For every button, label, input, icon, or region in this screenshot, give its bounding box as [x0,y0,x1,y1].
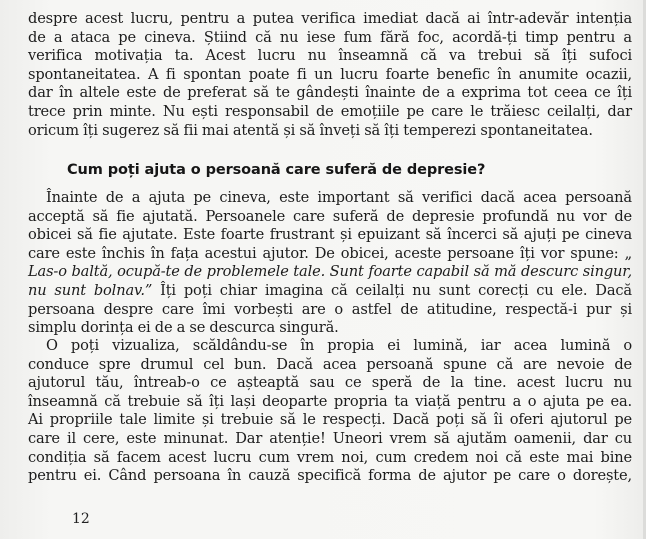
text-line: trece prin minte. Nu ești responsabil de emoțiile pe care le trăiesc ceilalți, dar [28,102,632,120]
text-line: despre acest lucru, pentru a putea verifica imediat dacă ai într-adevăr intenția [28,10,632,27]
text-line-rest: Îți poți chiar imagina că ceilalți nu sunt corecți cu ele. Dacă [152,281,632,299]
text-line: care il cere, este minunat. Dar atenție! Uneori vrem să ajutăm oamenii, dar cu [28,429,632,447]
text-line-italic [28,263,632,282]
section-heading: Cum poți ajuta o persoană care suferă de depresie? [67,162,486,178]
text-line: conduce spre drumul cel bun. Dacă acea persoană spune că are nevoie de [28,355,632,373]
text-line: simplu dorința ei de a se descurca singură. [28,319,339,337]
text-line: de a ataca pe cineva. Știind că nu iese fum fără foc, acordă-ți timp pentru a [28,28,632,46]
text-line: O poți vizualiza, scăldându-se în propia ei lumină, iar acea lumină o [46,337,632,354]
text-line: dar în altele este de preferat să te gândești înainte de a exprima tot ceea ce îți [28,84,632,102]
text-line: oricum îți sugerez să fii mai atentă și să înveți să îți temperezi spontaneitatea. [28,121,593,139]
quote-text: Las-o baltă, ocupă-te de problemele tale. Sunt foarte capabil să mă descurc singur, [28,263,632,281]
paragraph-second [28,189,632,338]
text-line: spontaneitatea. A fi spontan poate fi un lucru foarte benefic în anumite ocazii, [28,65,632,83]
text-line: acceptă să fie ajutată. Persoanele care suferă de depresie profundă nu vor de [28,207,632,225]
text-line: ajutorul tău, întreab-o ce așteaptă sau ce speră de la tine. acest lucru nu [28,374,632,392]
text-line: Înainte de a ajuta pe cineva, este important să verifici dacă acea persoană [46,189,632,206]
page-number: 12 [72,511,90,527]
text-line: înseamnă că trebuie să îți lași deoparte propria ta viață pentru a o ajuta pe ea. [28,392,632,410]
text-line: condiția să facem acest lucru cum vrem noi, cum credem noi că este mai bine [28,448,632,466]
text-line-mixed [28,282,632,301]
text-line: care este închis în fața acestui ajutor. De obicei, aceste persoane îți vor spune: „ [28,244,632,262]
text-line: obicei să fie ajutate. Este foarte frustrant și epuizant să încerci să ajuți pe cineva [28,226,632,244]
text-line: Ai propriile tale limite și trebuie să le respecți. Dacă poți să îi oferi ajutorul pe [28,411,632,429]
text-line: pentru ei. Când persoana în cauză specifică forma de ajutor pe care o dorește, [28,467,632,485]
paragraph-top [28,10,632,140]
paragraph-third [28,337,632,486]
text-line: verifica motivația ta. Acest lucru nu înseamnă că va trebui să îți sufoci [28,47,632,65]
text-line: persoana despre care îmi vorbești are o astfel de atitudine, respectă-i pur și [28,300,632,318]
quote-text-end: nu sunt bolnav.” [28,281,153,299]
